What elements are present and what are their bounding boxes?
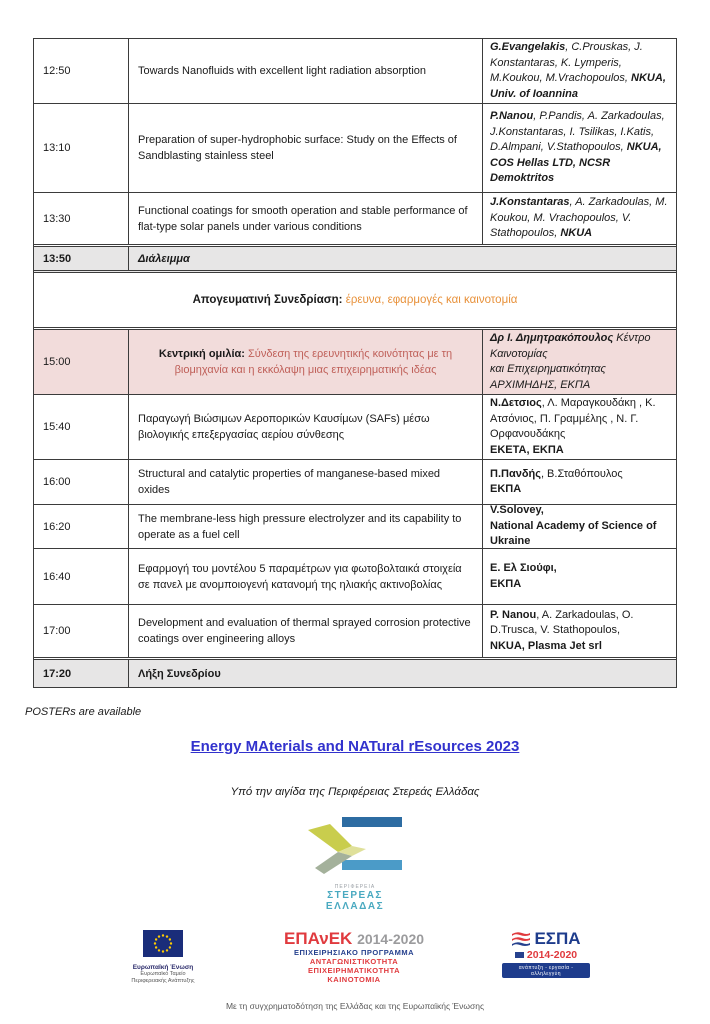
time-cell bbox=[34, 605, 129, 657]
epanek-sub3: ΕΠΙΧΕΙΡΗΜΑΤΙΚΟΤΗΤΑ bbox=[307, 966, 401, 975]
closing-label: Λήξη Συνεδρίου bbox=[138, 667, 221, 680]
espa-waves-icon bbox=[511, 931, 531, 947]
session-header-cell bbox=[34, 273, 676, 327]
speakers-cell bbox=[483, 330, 676, 394]
talk-title: Development and evaluation of thermal sprayed corrosion protective coatings over engineering alloys bbox=[138, 617, 471, 645]
time-cell bbox=[34, 505, 129, 548]
speakers-text: Δρ Ι. Δημητρακόπουλος Κέντρο Καινοτομίας και Επιχειρηματικότητας ΑΡΧΙΜΗΔΗΣ, ΕΚΠΑ bbox=[490, 332, 651, 391]
conference-link-row bbox=[0, 738, 710, 756]
region-logo bbox=[0, 816, 710, 912]
speakers-text: Ν.Δετσιος, Λ. Μαραγκουδάκη , Κ. Ατσόνιος, Π. Γραμμέλης , Ν. Γ. Ορφανουδάκης ΕΚΕΤΑ, ΕΚΠΑ bbox=[490, 397, 656, 456]
closing-label-cell bbox=[129, 660, 676, 687]
eu-flag-icon bbox=[143, 930, 183, 957]
talk-title-cell bbox=[129, 605, 483, 657]
time-label: 13:50 bbox=[43, 252, 72, 265]
time-cell bbox=[34, 395, 129, 459]
speakers-text: P.Nanou, P.Pandis, A. Zarkadoulas, J.Konstantaras, I. Tsilikas, I.Katis, D.Almpani, V.Stathopoulos, NKUA, COS Hellas LTD, NCSR Demoktritos bbox=[490, 110, 665, 185]
speakers-text: V.Solovey, National Academy of Science of Ukraine bbox=[490, 504, 657, 548]
espa-years: 2014-2020 bbox=[526, 949, 578, 961]
talk-title: Παραγωγή Βιώσιμων Αεροπορικών Καυσίμων (SAFs) μέσω βιολογικής επεξεργασίας αερίου σύνθεσης bbox=[138, 413, 430, 441]
session-header-label: Απογευματινή Συνεδρίαση: έρευνα, εφαρμογές και καινοτομία bbox=[192, 294, 518, 306]
closing-row bbox=[34, 660, 676, 687]
cofinance-text: Με τη συγχρηματοδότηση της Ελλάδας και της Ευρωπαϊκής Ένωσης bbox=[225, 1001, 485, 1011]
speakers-cell bbox=[483, 395, 676, 459]
break-label: Διάλειμμα bbox=[138, 252, 190, 265]
region-logo-line1: ΠΕΡΙΦΕΡΕΙΑ bbox=[334, 884, 376, 890]
break-row bbox=[34, 247, 676, 273]
epanek-name: ΕΠΑνΕΚ bbox=[283, 929, 353, 948]
keynote-row bbox=[34, 330, 676, 395]
time-cell bbox=[34, 660, 129, 687]
time-label: 16:20 bbox=[43, 520, 71, 533]
time-label: 17:20 bbox=[43, 667, 72, 680]
speakers-text: Ε. Ελ Σιούφι, ΕΚΠΑ bbox=[490, 562, 557, 590]
time-label: 15:40 bbox=[43, 421, 71, 433]
speakers-cell bbox=[483, 549, 676, 604]
speakers-text: J.Konstantaras, A. Zarkadoulas, M. Koukou, M. Vrachopoulos, V. Stathopoulos, NKUA bbox=[490, 196, 668, 240]
speakers-cell bbox=[483, 104, 676, 192]
talk-title-cell bbox=[129, 193, 483, 244]
table-row bbox=[34, 193, 676, 247]
eu-flag-block bbox=[120, 930, 206, 984]
time-cell bbox=[34, 549, 129, 604]
talk-title-cell bbox=[129, 395, 483, 459]
table-row bbox=[34, 104, 676, 193]
time-cell bbox=[34, 460, 129, 504]
talk-title-cell bbox=[129, 549, 483, 604]
espa-name: ΕΣΠΑ bbox=[534, 929, 581, 948]
time-cell bbox=[34, 39, 129, 103]
talk-title: The membrane-less high pressure electrolyzer and its capability to operate as a fuel cell bbox=[138, 512, 462, 541]
time-label: 13:10 bbox=[43, 142, 71, 154]
table-row bbox=[34, 505, 676, 549]
funding-logos-row bbox=[0, 930, 710, 984]
region-logo-line3: ΕΛΛΑΔΑΣ bbox=[325, 901, 385, 912]
speakers-cell bbox=[483, 505, 676, 548]
talk-title: Towards Nanofluids with excellent light radiation absorption bbox=[138, 65, 426, 77]
speakers-cell bbox=[483, 460, 676, 504]
eu-logo-line2: Ευρωπαϊκό Ταμείο bbox=[140, 971, 186, 977]
talk-title-cell bbox=[129, 460, 483, 504]
espa-eu-flag-icon bbox=[515, 952, 524, 958]
keynote-title: Κεντρική ομιλία: Σύνδεση της ερευνητικής κοινότητας με τη βιομηχανία και η εκκόλαψη μιας επιχειρηματικής ιδέας bbox=[158, 348, 453, 376]
talk-title: Preparation of super-hydrophobic surface: Study on the Effects of Sandblasting stainless steel bbox=[138, 134, 457, 162]
talk-title: Functional coatings for smooth operation and stable performance of flat-type solar panels under various conditions bbox=[138, 204, 468, 233]
espa-tagline: ανάπτυξη - εργασία - αλληλεγγύη bbox=[502, 963, 590, 978]
speakers-text: Π.Πανδής, Β.Σταθόπουλος ΕΚΠΑ bbox=[490, 467, 623, 495]
region-sigma-logo-icon bbox=[300, 816, 410, 878]
speakers-text: P. Nanou, A. Zarkadoulas, O. D.Trusca, V. Stathopoulos, NKUA, Plasma Jet srl bbox=[490, 608, 634, 652]
time-cell bbox=[34, 330, 129, 394]
eu-logo-line3: Περιφερειακής Ανάπτυξης bbox=[131, 977, 195, 984]
time-cell bbox=[34, 104, 129, 192]
posters-note: POSTERs are available bbox=[25, 706, 142, 718]
speakers-cell bbox=[483, 605, 676, 657]
time-cell bbox=[34, 193, 129, 244]
speakers-cell bbox=[483, 39, 676, 103]
epanek-sub2: ΑΝΤΑΓΩΝΙΣΤΙΚΟΤΗΤΑ bbox=[309, 957, 399, 966]
time-cell bbox=[34, 247, 129, 270]
talk-title-cell bbox=[129, 104, 483, 192]
epanek-sub4: ΚΑΙΝΟΤΟΜΙΑ bbox=[327, 975, 381, 984]
epanek-title bbox=[284, 930, 424, 948]
conference-link[interactable]: Energy MAterials and NATural rEsources 2023 bbox=[190, 738, 520, 755]
session-header-row bbox=[34, 273, 676, 330]
epanek-years: 2014-2020 bbox=[357, 931, 425, 947]
time-label: 12:50 bbox=[43, 65, 71, 77]
time-label: 15:00 bbox=[43, 356, 71, 368]
time-label: 16:40 bbox=[43, 570, 71, 583]
table-row bbox=[34, 549, 676, 605]
talk-title-cell bbox=[129, 505, 483, 548]
talk-title-cell bbox=[129, 330, 483, 394]
talk-title: Structural and catalytic properties of manganese-based mixed oxides bbox=[138, 468, 441, 496]
eu-logo-line1: Ευρωπαϊκή Ένωση bbox=[132, 964, 194, 971]
region-logo-line2: ΣΤΕΡΕΑΣ bbox=[327, 890, 383, 901]
espa-logo-block bbox=[502, 930, 590, 978]
talk-title-cell bbox=[129, 39, 483, 103]
table-row bbox=[34, 395, 676, 460]
aegis-text: Υπό την αιγίδα της Περιφέρειας Στερεάς Ελλάδας bbox=[230, 786, 480, 798]
table-row bbox=[34, 39, 676, 104]
time-label: 16:00 bbox=[43, 476, 71, 488]
table-row bbox=[34, 605, 676, 660]
speakers-cell bbox=[483, 193, 676, 244]
program-table bbox=[33, 38, 677, 688]
time-label: 17:00 bbox=[43, 625, 71, 637]
time-label: 13:30 bbox=[43, 212, 71, 225]
table-row bbox=[34, 460, 676, 505]
epanek-logo-block bbox=[284, 930, 424, 984]
talk-title: Εφαρμογή του μοντέλου 5 παραμέτρων για φωτοβολταικά στοιχεία σε πανελ με ανομποιογενή κατανομή της ηλιακής ακτινοβολίας bbox=[138, 562, 462, 591]
break-label-cell bbox=[129, 247, 676, 270]
speakers-text: G.Evangelakis, C.Prouskas, J. Konstantaras, K. Lymperis, M.Koukou, M.Vrachopoulos, NKUA, Univ. of Ioannina bbox=[490, 41, 666, 100]
epanek-sub1: ΕΠΙΧΕΙΡΗΣΙΑΚΟ ΠΡΟΓΡΑΜΜΑ bbox=[293, 948, 415, 957]
